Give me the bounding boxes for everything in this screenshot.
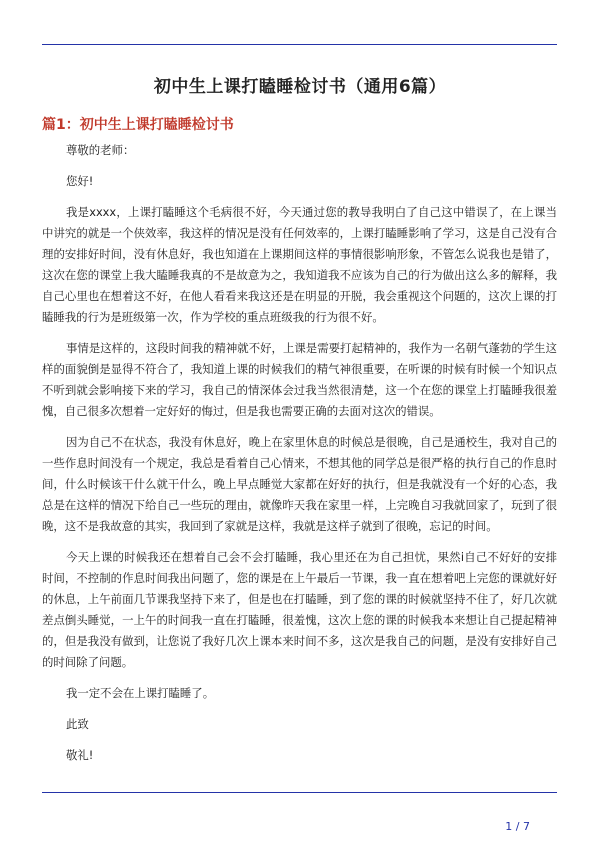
body-paragraph: 我是xxxx，上课打瞌睡这个毛病很不好，今天通过您的教导我明白了自己这中错误了，在上课当中讲究的就是一个侠效率，我这样的情况是没有任何效率的，上课打瞌睡影响了学习，这是自己没有合理的安排好时间，没有休息好，我也知道在上课期间这样的事情很影响形象，不管怎么说我也是错了，这次在您的课堂上我大瞌睡我真的不是故意为之，我知道我不应该为自己的行为做出这么多的解释，我自己心里也在想着这不好，在他人看看来我这还是在明显的开脱，我会重视这个问题的，这次上课的打瞌睡我的行为是班级第一次，作为学校的重点班级我的行为很不好。 [42, 205, 557, 324]
salutation: 尊敬的老师： [66, 143, 135, 157]
page-indicator: 1 / 7 [505, 820, 530, 833]
body-paragraph: 因为自己不在状态，我没有休息好，晚上在家里休息的时候总是很晚，自己是通校生，我对自己的一些作息时间没有一个规定，我总是看着自己心情来，不想其他的同学总是很严格的执行自己的作息时间，什么时候该干什么就干什么，晚上早点睡觉大家都在好好的执行，但是我就没有一个好的心态，我总是在这样的情况下给自己一些玩的理由，就像昨天我在家里一样，上完晚自习我就回家了，玩到了很晚，这不是我故意的其实，我回到了家就是这样，我就是这样子就到了很晚，忘记的时间。 [42, 435, 557, 533]
greeting: 您好! [66, 174, 94, 188]
document-body [42, 140, 557, 776]
document-title: 初中生上课打瞌睡检讨书（通用6篇） [153, 77, 447, 97]
bottom-divider [42, 792, 557, 793]
closing-salutation: 此致 [66, 717, 89, 731]
closing-regards: 敬礼! [66, 748, 94, 762]
top-divider [42, 44, 557, 45]
body-paragraph: 今天上课的时候我还在想着自己会不会打瞌睡，我心里还在为自己担忧，果然i自己不好好的安排时间，不控制的作息时间我出问题了，您的课是在上午最后一节课，我一直在想着吧上完您的课就好好的休息，上午前面几节课我坚持下来了，但是也在打瞌睡，到了您的课的时候就坚持不住了，好几次就差点倒头睡觉，一上午的时间我一直在打瞌睡，很羞愧，这次上您的课的时候我本来想让自己提起精神的，但是我没有做到，让您说了我好几次上课本来时间不多，这次是我自己的问题，是没有安排好自己的时间除了问题。 [42, 550, 557, 669]
closing-statement: 我一定不会在上课打瞌睡了。 [66, 686, 215, 700]
section-heading: 篇1：初中生上课打瞌睡检讨书 [42, 117, 234, 133]
body-paragraph: 事情是这样的，这段时间我的精神就不好，上课是需要打起精神的，我作为一名朝气蓬勃的学生这样的面貌倒是显得不符合了，我知道上课的时候我们的精气神很重要，在听课的时候有时候一个知识点不听到就会影响接下来的学习，我自己的情深体会过我当然很清楚，这一个在您的课堂上打瞌睡我很羞愧，自己很多次想着一定好好的悔过，但是我也需要正确的去面对这次的错误。 [42, 341, 557, 418]
